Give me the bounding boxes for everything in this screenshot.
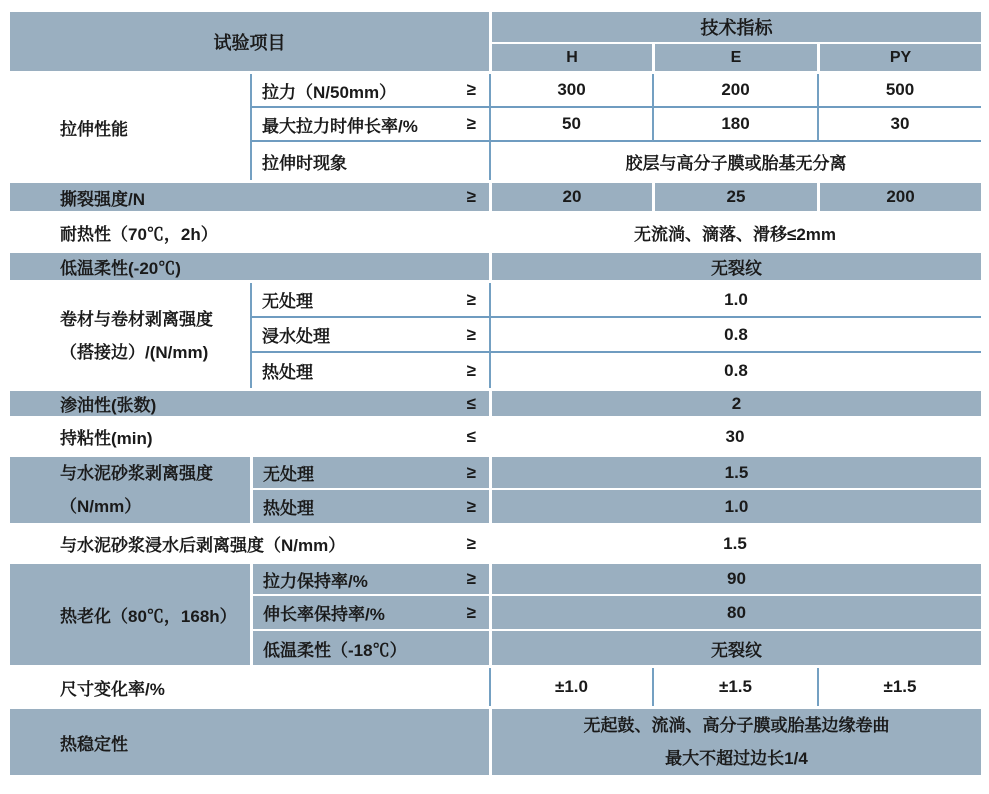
row-tensile-force: [10, 74, 981, 108]
ge-symbol: ≥: [466, 602, 476, 622]
aging-elongation-label: 伸长率保持率/% ≥: [250, 596, 489, 631]
oil-value: 2: [489, 388, 981, 419]
aging-lowtemp-label: 低温柔性（-18℃）: [250, 631, 489, 668]
aging-group-label: 热老化（80℃，168h）: [10, 561, 250, 668]
mortar-peel-water-label: 与水泥砂浆浸水后剥离强度（N/mm） ≥: [60, 533, 476, 555]
ge-symbol: ≥: [466, 80, 476, 99]
tensile-phenomenon-label: 拉伸时现象: [250, 142, 489, 180]
ge-symbol: ≥: [466, 187, 476, 206]
row-tack-retention: [10, 419, 981, 454]
mortar-peel-untreated-value: 1.5: [489, 454, 981, 490]
header-grade-e: E: [652, 44, 817, 74]
ge-symbol: ≥: [466, 289, 476, 309]
row-mortar-peel-water: [10, 526, 981, 561]
mortar-peel-heat-value: 1.0: [489, 490, 981, 526]
tensile-phenomenon-value: 胶层与高分子膜或胎基无分离: [489, 142, 981, 180]
row-tear-strength: [10, 180, 981, 214]
row-mortar-peel-untreated: [10, 454, 981, 490]
mortar-peel-water-value: 1.5: [723, 533, 747, 553]
ge-symbol: ≥: [466, 496, 476, 516]
row-low-temp: [10, 250, 981, 283]
low-temp-value: 无裂纹: [489, 250, 981, 283]
tensile-force-py: 500: [817, 74, 981, 108]
header-tech-index: 技术指标: [489, 12, 981, 44]
stability-label: 热稳定性: [10, 706, 489, 778]
tensile-elongation-py: 30: [817, 108, 981, 142]
ge-symbol: ≥: [466, 324, 476, 344]
tensile-force-e: 200: [652, 74, 817, 108]
heat-resistance-label: 耐热性（70℃，2h）: [60, 224, 218, 244]
row-heat-resistance: [10, 214, 981, 250]
heat-resistance-value: 无流淌、滴落、滑移≤2mm: [633, 224, 837, 244]
ge-symbol: ≥: [466, 114, 476, 133]
le-symbol: ≤: [466, 426, 476, 446]
aging-lowtemp-value: 无裂纹: [489, 631, 981, 668]
roll-peel-heat-label: 热处理 ≥: [250, 353, 489, 388]
ge-symbol: ≥: [466, 533, 476, 553]
tensile-elongation-e: 180: [652, 108, 817, 142]
roll-peel-heat-value: 0.8: [489, 353, 981, 388]
tensile-group-label: 拉伸性能: [60, 119, 128, 139]
row-aging-force: [10, 561, 981, 596]
header-test-item: 试验项目: [10, 12, 489, 74]
tear-h: 20: [489, 180, 652, 214]
row-dimension-change: [10, 668, 981, 706]
oil-label: 渗油性(张数) ≤: [10, 388, 489, 419]
roll-peel-water-label: 浸水处理 ≥: [250, 318, 489, 353]
tear-py: 200: [817, 180, 981, 214]
le-symbol: ≤: [466, 393, 476, 413]
header-grade-py: PY: [817, 44, 981, 74]
aging-force-value: 90: [489, 561, 981, 596]
aging-elongation-value: 80: [489, 596, 981, 631]
low-temp-label: 低温柔性(-20℃): [10, 250, 489, 283]
tack-label: 持粘性(min) ≤: [60, 426, 476, 448]
row-roll-peel-untreated: [10, 283, 981, 318]
roll-peel-group-label: 卷材与卷材剥离强度 （搭接边）/(N/mm): [60, 309, 213, 362]
tensile-force-label: 拉力（N/50mm） ≥: [250, 74, 489, 108]
roll-peel-water-value: 0.8: [489, 318, 981, 353]
ge-symbol: ≥: [466, 360, 476, 380]
tensile-elongation-label: 最大拉力时伸长率/% ≥: [250, 108, 489, 142]
header-grade-h: H: [489, 44, 652, 74]
dimension-e: ±1.5: [652, 668, 817, 706]
row-oil-permeability: [10, 388, 981, 419]
tear-e: 25: [652, 180, 817, 214]
mortar-peel-group-label: 与水泥砂浆剥离强度 （N/mm）: [10, 454, 250, 526]
ge-symbol: ≥: [466, 462, 476, 482]
dimension-label: 尺寸变化率/%: [60, 679, 165, 699]
roll-peel-untreated-label: 无处理 ≥: [250, 283, 489, 318]
tear-label: 撕裂强度/N ≥: [10, 180, 489, 214]
stability-value: 无起鼓、流淌、高分子膜或胎基边缘卷曲 最大不超过边长1/4: [489, 706, 981, 778]
tensile-elongation-h: 50: [489, 108, 652, 142]
header-row-1: [10, 12, 981, 44]
dimension-h: ±1.0: [489, 668, 652, 706]
roll-peel-untreated-value: 1.0: [489, 283, 981, 318]
aging-force-label: 拉力保持率/% ≥: [250, 561, 489, 596]
mortar-peel-heat-label: 热处理 ≥: [250, 490, 489, 526]
row-heat-stability: [10, 706, 981, 778]
dimension-py: ±1.5: [817, 668, 981, 706]
mortar-peel-untreated-label: 无处理 ≥: [250, 454, 489, 490]
spec-table: [10, 12, 981, 778]
tensile-force-h: 300: [489, 74, 652, 108]
tack-value: 30: [725, 426, 745, 446]
ge-symbol: ≥: [466, 569, 476, 588]
